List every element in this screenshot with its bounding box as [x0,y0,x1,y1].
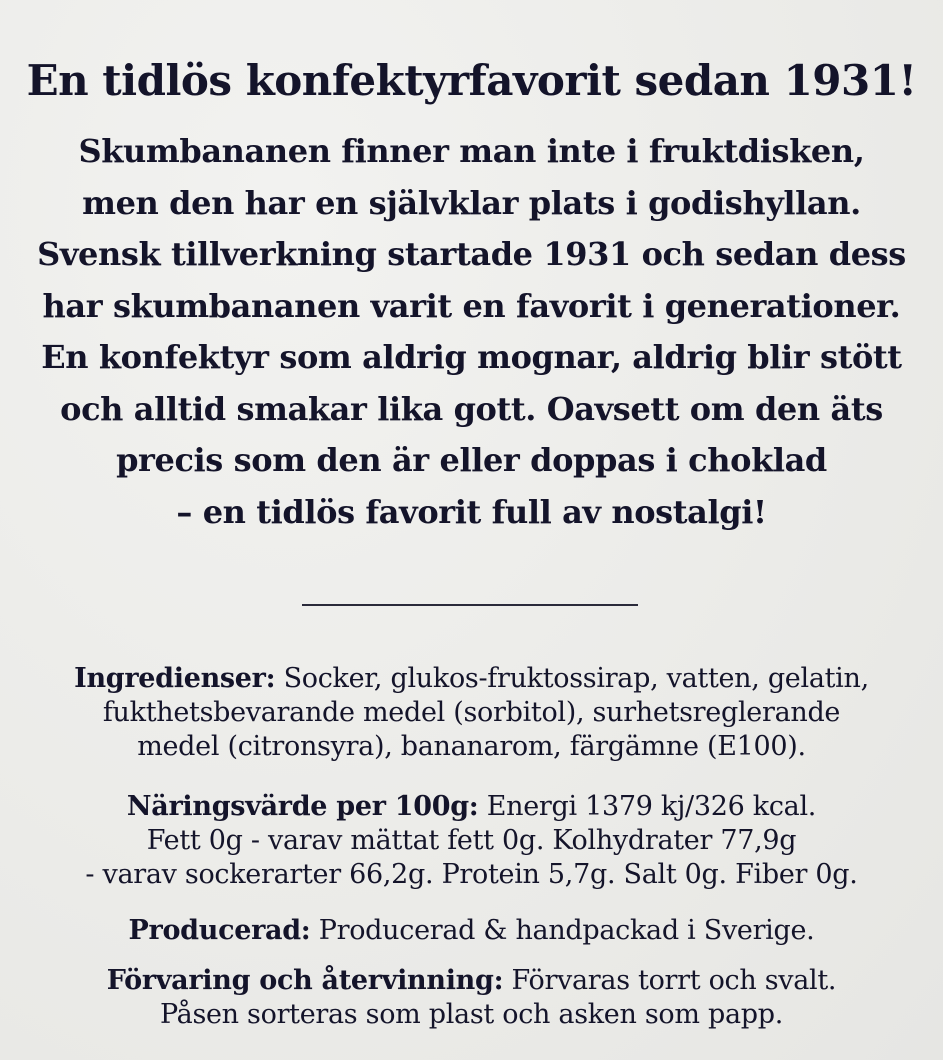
produced-text: Producerad & handpackad i Sverige. [310,915,815,946]
ingredients-line [0,662,943,696]
storage-line [0,964,943,998]
ingredients-label: Ingredienser: [74,663,276,694]
intro-line: men den har en självklar plats i godishyllan. [82,183,861,222]
storage-label: Förvaring och återvinning: [106,965,504,996]
intro-line: Skumbananen finner man inte i fruktdisken, [78,132,865,170]
ingredients-section [0,662,943,764]
nutrition-line: - varav sockerarter 66,2g. Protein 5,7g. Salt 0g. Fiber 0g. [85,859,858,890]
divider [302,604,638,606]
intro-line: och alltid smakar lika gott. Oavsett om den äts [60,389,883,428]
intro-line: har skumbananen varit en favorit i generationer. [42,286,901,325]
nutrition-label: Näringsvärde per 100g: [126,791,479,822]
nutrition-line: Fett 0g - varav mättat fett 0g. Kolhydrater 77,9g [146,825,797,856]
intro-line: En konfektyr som aldrig mognar, aldrig blir stött [41,338,902,376]
storage-text: Förvaras torrt och svalt. [503,965,837,996]
intro-line: precis som den är eller doppas i choklad [116,441,827,479]
produced-section [0,914,943,948]
produced-label: Producerad: [128,915,311,946]
ingredients-line: fukthetsbevarande medel (sorbitol), surhetsreglerande [102,697,841,728]
intro-paragraph [0,126,943,538]
nutrition-text: Energi 1379 kj/326 kcal. [478,791,817,822]
nutrition-line [0,790,943,824]
produced-line [0,914,943,948]
storage-section [0,964,943,1032]
storage-line: Påsen sorteras som plast och asken som papp. [160,999,783,1030]
ingredients-line: medel (citronsyra), bananarom, färgämne (E100). [137,731,806,762]
nutrition-section [0,790,943,892]
ingredients-text: Socker, glukos-fruktossirap, vatten, gelatin, [275,663,869,694]
headline: En tidlös konfektyrfavorit sedan 1931! [26,56,917,105]
intro-line: – en tidlös favorit full av nostalgi! [176,492,767,531]
intro-line: Svensk tillverkning startade 1931 och sedan dess [37,235,906,273]
